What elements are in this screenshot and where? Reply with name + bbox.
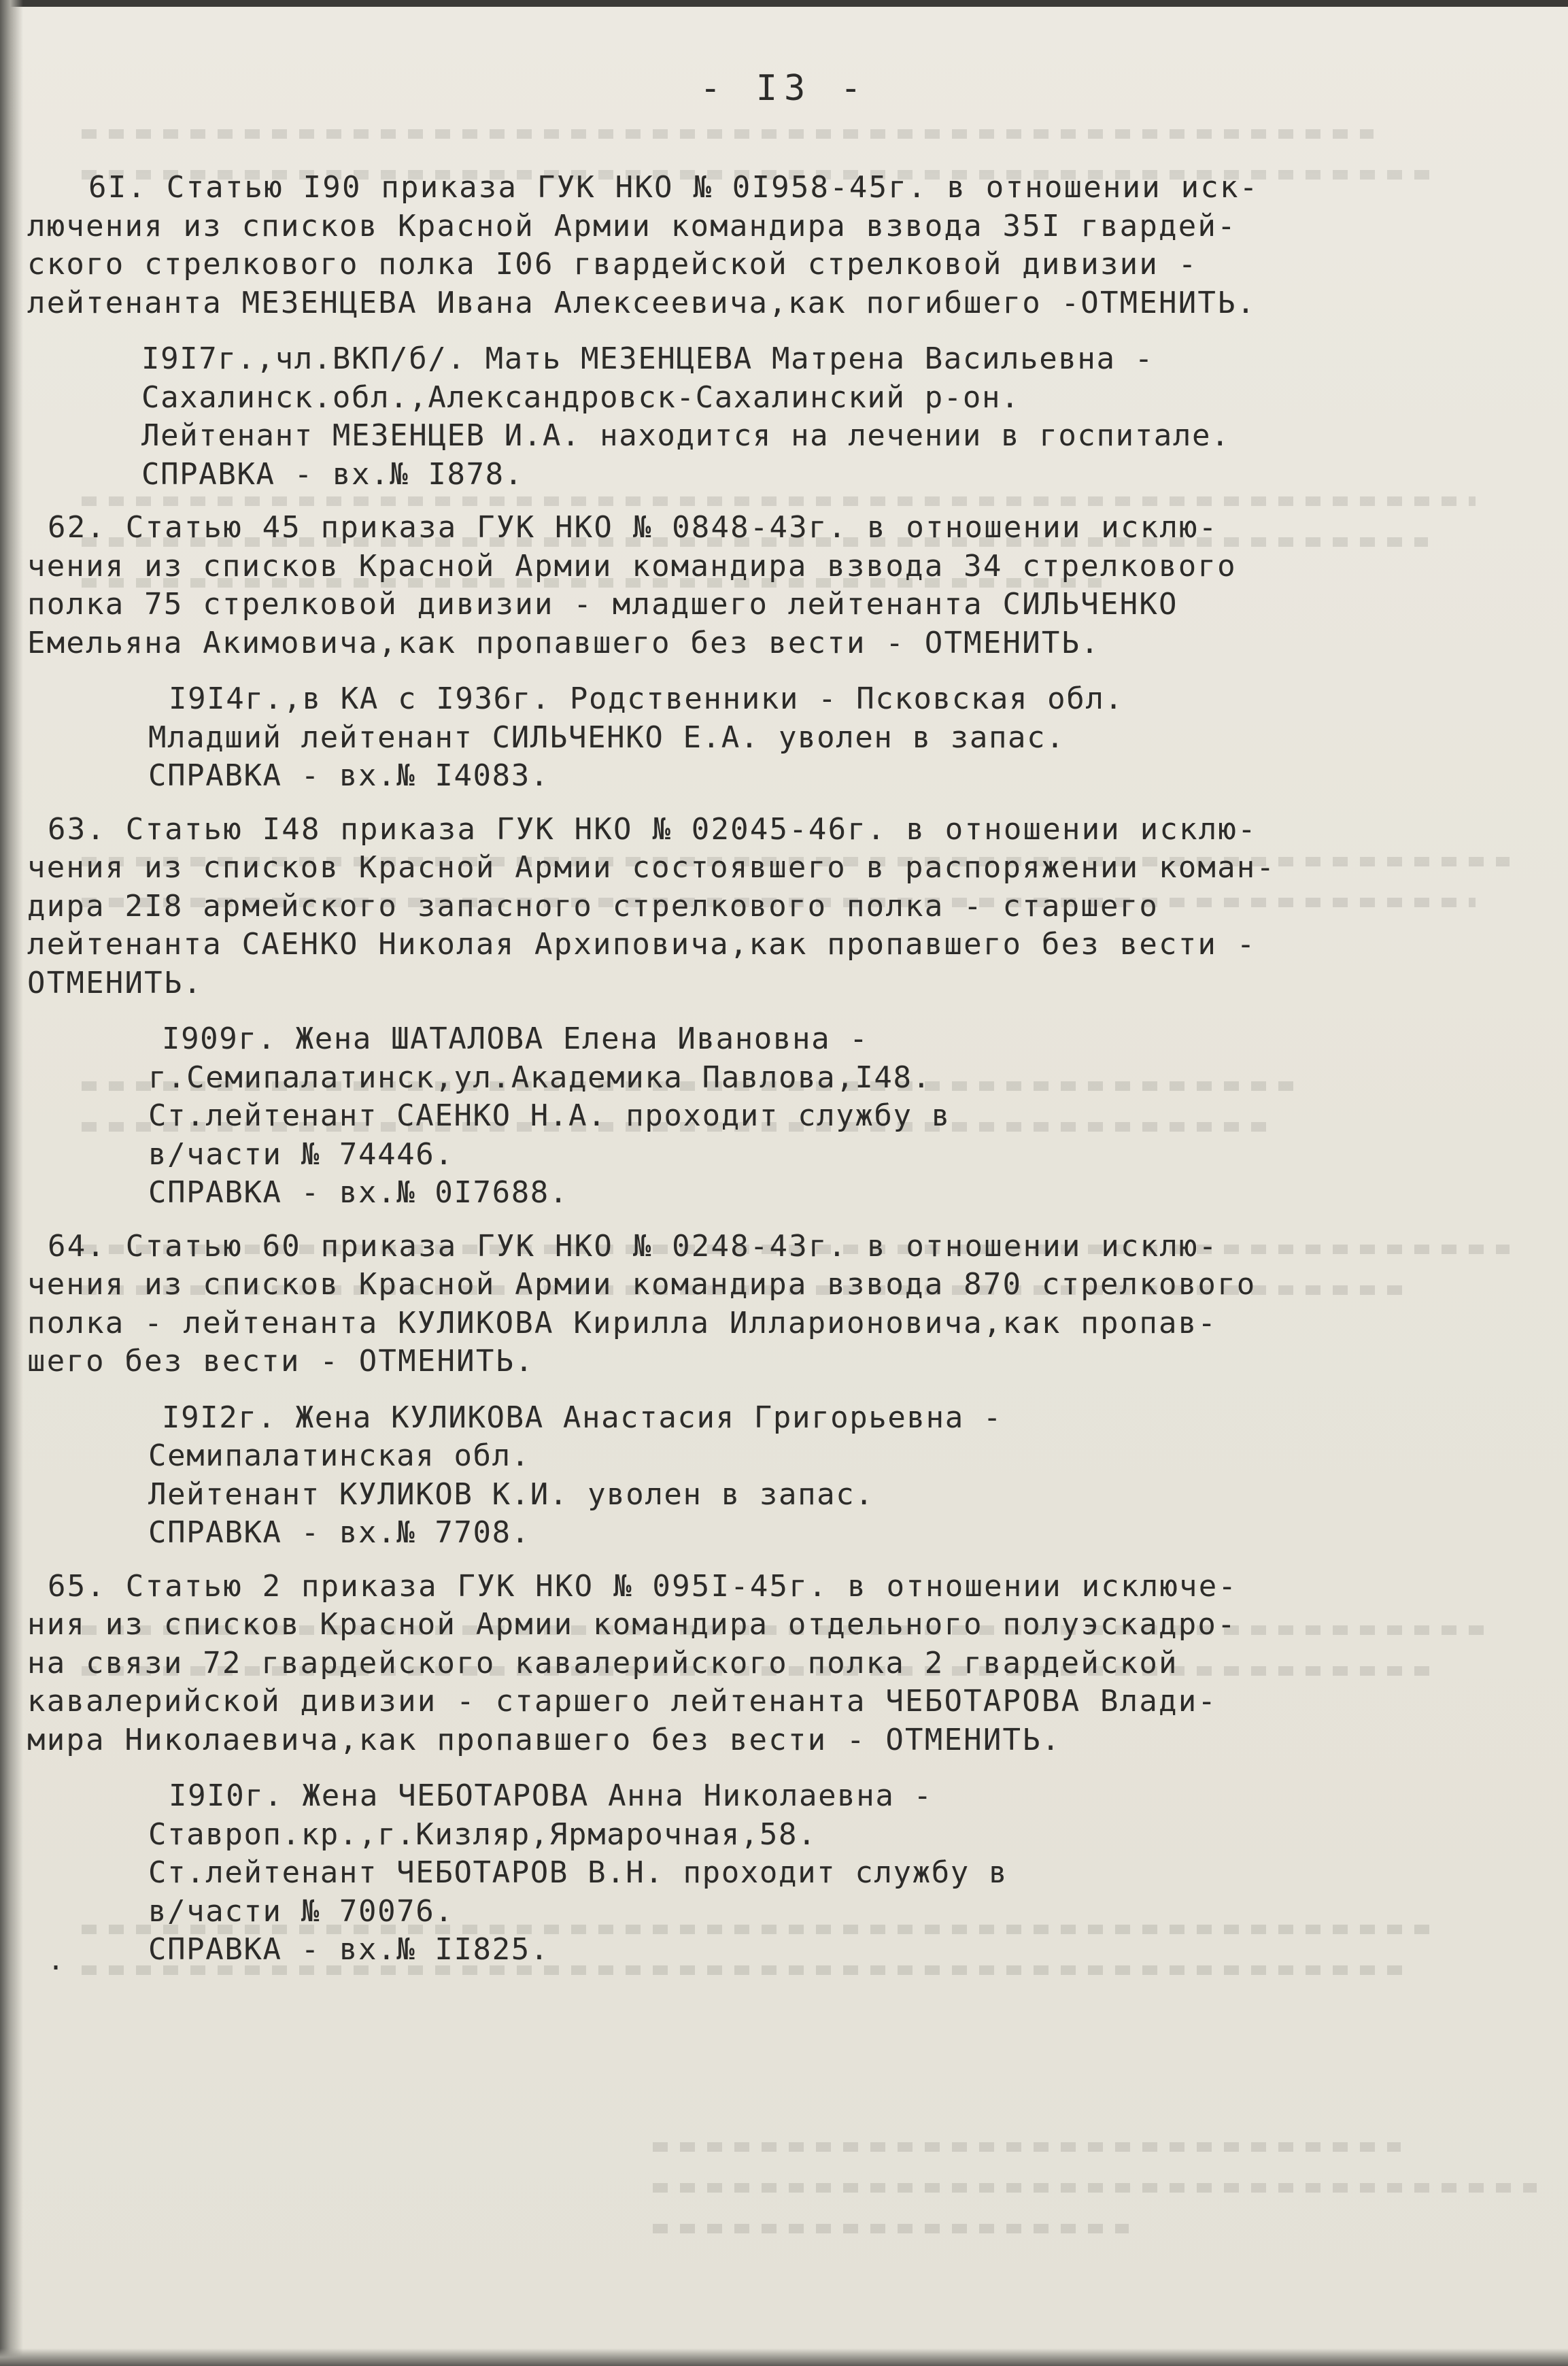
decision-line: чения из списков Красной Армии состоявшего в распоряжении коман- — [27, 850, 1276, 885]
reference-line: I909г. Жена ШАТАЛОВА Елена Ивановна - — [162, 1021, 869, 1056]
reference-line: Ст.лейтенант САЕНКО Н.А. проходит службу в — [148, 1098, 951, 1133]
decision-line: лейтенанта САЕНКО Николая Архиповича,как пропавшего без вести - — [27, 927, 1257, 962]
reference-line: СПРАВКА - вх.№ I4083. — [148, 758, 549, 793]
decision-line: ского стрелкового полка I06 гвардейской стрелковой дивизии - — [27, 247, 1198, 282]
reference-line: СПРАВКА - вх.№ 0I7688. — [148, 1175, 568, 1210]
reference-line: в/части № 74446. — [148, 1136, 454, 1172]
document-body — [27, 169, 1523, 1984]
scan-edge-top — [0, 0, 1568, 7]
decision-line: мира Николаевича,как пропавшего без вести - ОТМЕНИТЬ. — [27, 1722, 1061, 1757]
decision-line: кавалерийской дивизии - старшего лейтенанта ЧЕБОТАРОВА Влади- — [27, 1684, 1218, 1719]
entry-64-reference — [27, 1399, 1523, 1553]
reference-line: в/части № 70076. — [148, 1893, 454, 1929]
reference-line: I9I7г.,чл.ВКП/б/. Мать МЕЗЕНЦЕВА Матрена Васильевна - — [141, 341, 1154, 376]
entry-61-reference — [27, 340, 1523, 494]
decision-line: ОТМЕНИТЬ. — [27, 965, 203, 1000]
reference-line: Младший лейтенант СИЛЬЧЕНКО Е.А. уволен в запас. — [148, 720, 1066, 755]
reference-line: Лейтенант КУЛИКОВ К.И. уволен в запас. — [148, 1476, 874, 1512]
reference-line: I9I4г.,в КА с I936г. Родственники - Псковская обл. — [169, 681, 1124, 716]
decision-line: 62. Статью 45 приказа ГУК НКО № 0848-43г. в отношении исклю- — [48, 510, 1218, 545]
decision-line: на связи 72 гвардейского кавалерийского полка 2 гвардейской — [27, 1645, 1178, 1680]
entry-61 — [27, 169, 1523, 322]
decision-line: дира 2I8 армейского запасного стрелкового полка - старшего — [27, 888, 1159, 924]
entry-62 — [27, 509, 1523, 662]
entry-62-reference — [27, 680, 1523, 796]
entry-65-reference — [27, 1777, 1523, 1970]
decision-line: чения из списков Красной Армии командира взвода 870 стрелкового — [27, 1267, 1257, 1302]
decision-line: Емельяна Акимовича,как пропавшего без вести - ОТМЕНИТЬ. — [27, 625, 1100, 660]
decision-line: лючения из списков Красной Армии командира взвода 35I гвардей- — [27, 208, 1237, 243]
reference-line: СПРАВКА - вх.№ I878. — [141, 456, 524, 492]
decision-line: полка 75 стрелковой дивизии - младшего лейтенанта СИЛЬЧЕНКО — [27, 587, 1178, 622]
entry-63 — [27, 811, 1523, 1003]
scan-edge-bottom — [0, 2348, 1568, 2366]
reference-line: Сахалинск.обл.,Александровск-Сахалинский р-он. — [141, 379, 1021, 415]
decision-line: полка - лейтенанта КУЛИКОВА Кирилла Илларионовича,как пропав- — [27, 1305, 1218, 1340]
reference-line: I9I2г. Жена КУЛИКОВА Анастасия Григорьевна - — [162, 1400, 1002, 1435]
entry-63-reference — [27, 1020, 1523, 1213]
reference-line: I9I0г. Жена ЧЕБОТАРОВА Анна Николаевна - — [169, 1778, 933, 1813]
reference-line: Ст.лейтенант ЧЕБОТАРОВ В.Н. проходит службу в — [148, 1855, 1008, 1890]
reference-line: СПРАВКА - вх.№ II825. — [148, 1932, 549, 1967]
reference-line: Семипалатинская обл. — [148, 1438, 530, 1473]
reference-line: г.Семипалатинск,ул.Академика Павлова,I48. — [148, 1060, 932, 1095]
reference-line: Лейтенант МЕЗЕНЦЕВ И.А. находится на лечении в госпитале. — [141, 418, 1231, 453]
decision-line: шего без вести - ОТМЕНИТЬ. — [27, 1344, 534, 1379]
decision-line: 6I. Статью I90 приказа ГУК НКО № 0I958-45г. в отношении иск- — [88, 170, 1259, 205]
margin-dot: . — [48, 1945, 65, 1976]
entry-64 — [27, 1228, 1523, 1381]
scan-edge-left — [0, 0, 23, 2366]
page-number: - I3 - — [700, 68, 868, 109]
decision-line: лейтенанта МЕЗЕНЦЕВА Ивана Алексеевича,как погибшего -ОТМЕНИТЬ. — [27, 285, 1257, 320]
decision-line: чения из списков Красной Армии командира взвода 34 стрелкового — [27, 548, 1237, 584]
entry-65 — [27, 1568, 1523, 1760]
decision-line: 65. Статью 2 приказа ГУК НКО № 095I-45г. в отношении исключе- — [48, 1568, 1238, 1604]
reference-line: Ставроп.кр.,г.Кизляр,Ярмарочная,58. — [148, 1816, 817, 1852]
reference-line: СПРАВКА - вх.№ 7708. — [148, 1515, 530, 1550]
decision-line: 64. Статью 60 приказа ГУК НКО № 0248-43г. в отношении исклю- — [48, 1228, 1218, 1264]
decision-line: ния из списков Красной Армии командира отдельного полуэскадро- — [27, 1607, 1237, 1642]
decision-line: 63. Статью I48 приказа ГУК НКО № 02045-46г. в отношении исклю- — [48, 811, 1257, 847]
